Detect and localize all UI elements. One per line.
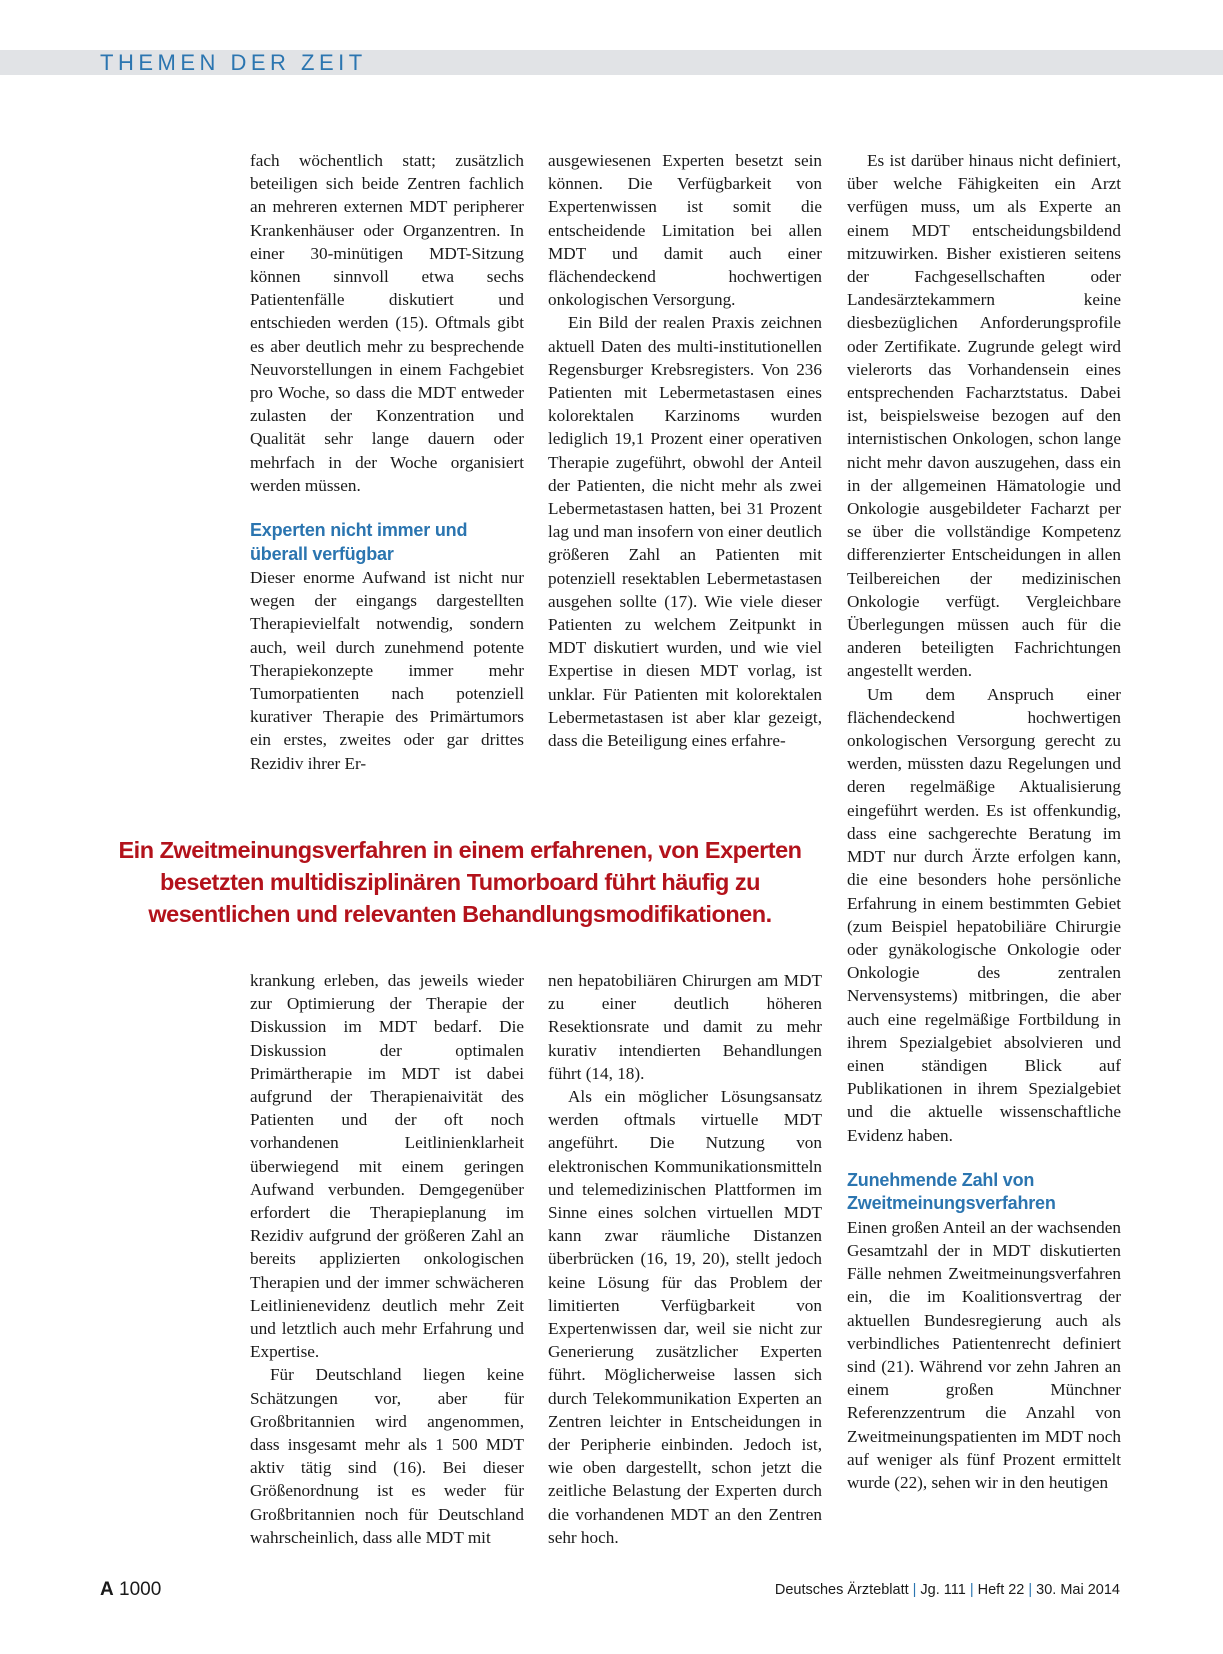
issue: Heft 22 [977,1582,1025,1598]
date: 30. Mai 2014 [1036,1582,1120,1598]
section-title: THEMEN DER ZEIT [100,50,367,75]
paragraph: Dieser enorme Aufwand ist nicht nur wegen der eingangs dargestellten Therapievielfalt notwendig, sondern auch, weil durch zunehmend potente Therapiekonzepte immer mehr Tumorpatienten nach potenziell kurativer Therapie des Primärtumors ein erstes, zweites oder gar drittes Rezidiv ihrer Er- [250,568,524,773]
paragraph: nen hepatobiliären Chirurgen am MDT zu einer deutlich höheren Resektionsrate und damit zu mehr kurativ intendierten Behandlungen führt (14, 18). [548,971,822,1083]
page-number-value: 1000 [119,1579,162,1600]
subheading: Experten nicht immer und überall verfügbar [250,520,468,564]
footer-source [775,1582,1120,1598]
paragraph: Einen großen Anteil an der wachsenden Gesamtzahl der in MDT diskutierten Fälle nehmen Zweitmeinungsverfahren ein, die im Koalitionsvertrag der aktuellen Bundesregierung auch als verbindliches Patientenrecht definiert sind (21). Während vor zehn Jahren an einem großen Münchner Referenzzentrum die Anzahl von Zweitmeinungspatienten im MDT noch auf weniger als fünf Prozent ermittelt wurde (22), sehen wir in den heutigen [847,1217,1121,1492]
paragraph: Als ein möglicher Lösungsansatz werden oftmals virtuelle MDT angeführt. Die Nutzung von elektronischen Kommunikationsmitteln und telemedizinischen Plattformen im Sinne eines solchen virtuellen MDT kann zwar räumliche Distanzen überbrücken (16, 19, 20), stellt jedoch keine Lösung für das Problem der limitierten Verfügbarkeit von Expertenwissen dar, weil sie nicht zur Generierung zusätzlicher Experten führt. Möglicherweise lassen sich durch Telekommunikation Experten an Zentren leichter in Entscheidungen in der Peripherie einbinden. Jedoch ist, wie oben dargestellt, schon jetzt die zeitliche Belastung der Experten durch die vorhandenen MDT an den Zentren sehr hoch. [548,1087,822,1547]
column-2-bottom [548,969,822,1549]
paragraph: Um dem Anspruch einer flächendeckend hochwertigen onkologischen Versorgung gerecht zu werden, müssten dazu Regelungen und deren regelmäßige Aktualisierung eingeführt werden. Es ist offenkundig, dass eine sachgerechte Beratung im MDT nur durch Ärzte erfolgen kann, die eine besonders hohe persönliche Erfahrung in einem bestimmten Gebiet (zum Beispiel hepatobiliäre Chirurgie oder gynäkologische Onkologie oder Onkologie des zentralen Nervensystems) mitbringen, die aber auch eine regelmäßige Fortbildung in ihrem Spezialgebiet absolvieren und einen ständigen Blick auf Publikationen in ihrem Spezialgebiet und die aktuelle wissenschaftliche Evidenz haben. [847,684,1121,1145]
column-2-top [548,149,822,752]
paragraph: Für Deutschland liegen keine Schätzungen vor, aber für Großbritannien wird angenommen, dass insgesamt mehr als 1 500 MDT aktiv tätig sind (16). Bei dieser Größenordnung ist es weder für Großbritannien noch für Deutschland wahrscheinlich, dass alle MDT mit [250,1365,524,1547]
page-number [100,1579,161,1601]
separator: | [969,1582,974,1598]
volume: Jg. 111 [920,1582,966,1598]
column-3 [847,149,1121,1494]
pull-quote: Ein Zweitmeinungsverfahren in einem erfahrenen, von Experten besetzten multidisziplinären Tumorboard führt häufig zu wesentlichen und relevanten Behandlungsmodifikationen. [118,837,802,927]
paragraph: krankung erleben, das jeweils wieder zur Optimierung der Therapie der Diskussion im MDT bedarf. Die Diskussion der optimalen Primärtherapie im MDT ist dabei aufgrund der Therapienaivität des Patienten und der oft noch vorhandenen Leitlinienklarheit überwiegend mit einem geringen Aufwand verbunden. Demgegenüber erfordert die Therapieplanung im Rezidiv aufgrund der größeren Zahl an bereits applizierten onkologischen Therapien und der immer schwächeren Leitlinienevidenz deutlich mehr Zeit und letztlich auch mehr Erfahrung und Expertise. [250,971,524,1362]
paragraph: Ein Bild der realen Praxis zeichnen aktuell Daten des multi-institutionellen Regensburger Krebsregisters. Von 236 Patienten mit Lebermetastasen eines kolorektalen Karzinoms wurden lediglich 19,1 Prozent einer operativen Therapie zugeführt, obwohl der Anteil der Patienten, die nicht mehr als zwei Lebermetastasen hatten, bei 31 Prozent lag und man insofern von einer deutlich größeren Zahl an Patienten mit potenziell resektablen Lebermetastasen ausgehen sollte (17). Wie viele dieser Patienten zu welchem Zeitpunkt in MDT diskutiert wurden, und wie viel Expertise in diesen MDT vorlag, ist unklar. Für Patienten mit kolorektalen Lebermetastasen ist aber klar gezeigt, dass die Beteiligung eines erfahre- [548,313,822,751]
separator: | [912,1582,917,1598]
paragraph: ausgewiesenen Experten besetzt sein können. Die Verfügbarkeit von Expertenwissen ist somit die entscheidende Limitation bei allen MDT und damit auch einer flächendeckend hochwertigen onkologischen Versorgung. [548,151,822,310]
separator: | [1028,1582,1033,1598]
paragraph: Es ist darüber hinaus nicht definiert, über welche Fähigkeiten ein Arzt verfügen muss, um als Experte an einem MDT entscheidungsbildend mitzuwirken. Bisher existieren seitens der Fachgesellschaften oder Landesärztekammern keine diesbezüglichen Anforderungsprofile oder Zertifikate. Zugrunde gelegt wird vielerorts das Vorhandensein eines entsprechenden Facharztstatus. Dabei ist, beispielsweise bezogen auf den internistischen Onkologen, schon lange nicht mehr davon auszugehen, dass ein in der allgemeinen Hämatologie und Onkologie ausgebildeter Facharzt per se über die vollständige Kompetenz differenzierter Entscheidungen in allen Teilbereichen der medizinischen Onkologie verfügt. Vergleichbare Überlegungen müssen auch für die anderen beteiligten Fachrichtungen angestellt werden. [847,151,1121,681]
subheading: Zunehmende Zahl von Zweitmeinungsverfahren [847,1169,1056,1214]
page-prefix: A [100,1579,114,1600]
column-1-bottom [250,969,524,1549]
journal-name: Deutsches Ärzteblatt [774,1582,909,1598]
paragraph: fach wöchentlich statt; zusätzlich beteiligen sich beide Zentren fachlich an mehreren externen MDT peripherer Krankenhäuser oder Organzentren. In einer 30-minütigen MDT-Sitzung können sinnvoll etwa sechs Patientenfälle diskutiert und entschieden werden (15). Oftmals gibt es aber deutlich mehr zu besprechende Neuvorstellungen in einem Fachgebiet pro Woche, so dass die MDT entweder zulasten der Konzentration und Qualität sehr lange dauern oder mehrfach in der Woche organisiert werden müssen. [250,151,524,495]
column-1-top [250,149,524,775]
